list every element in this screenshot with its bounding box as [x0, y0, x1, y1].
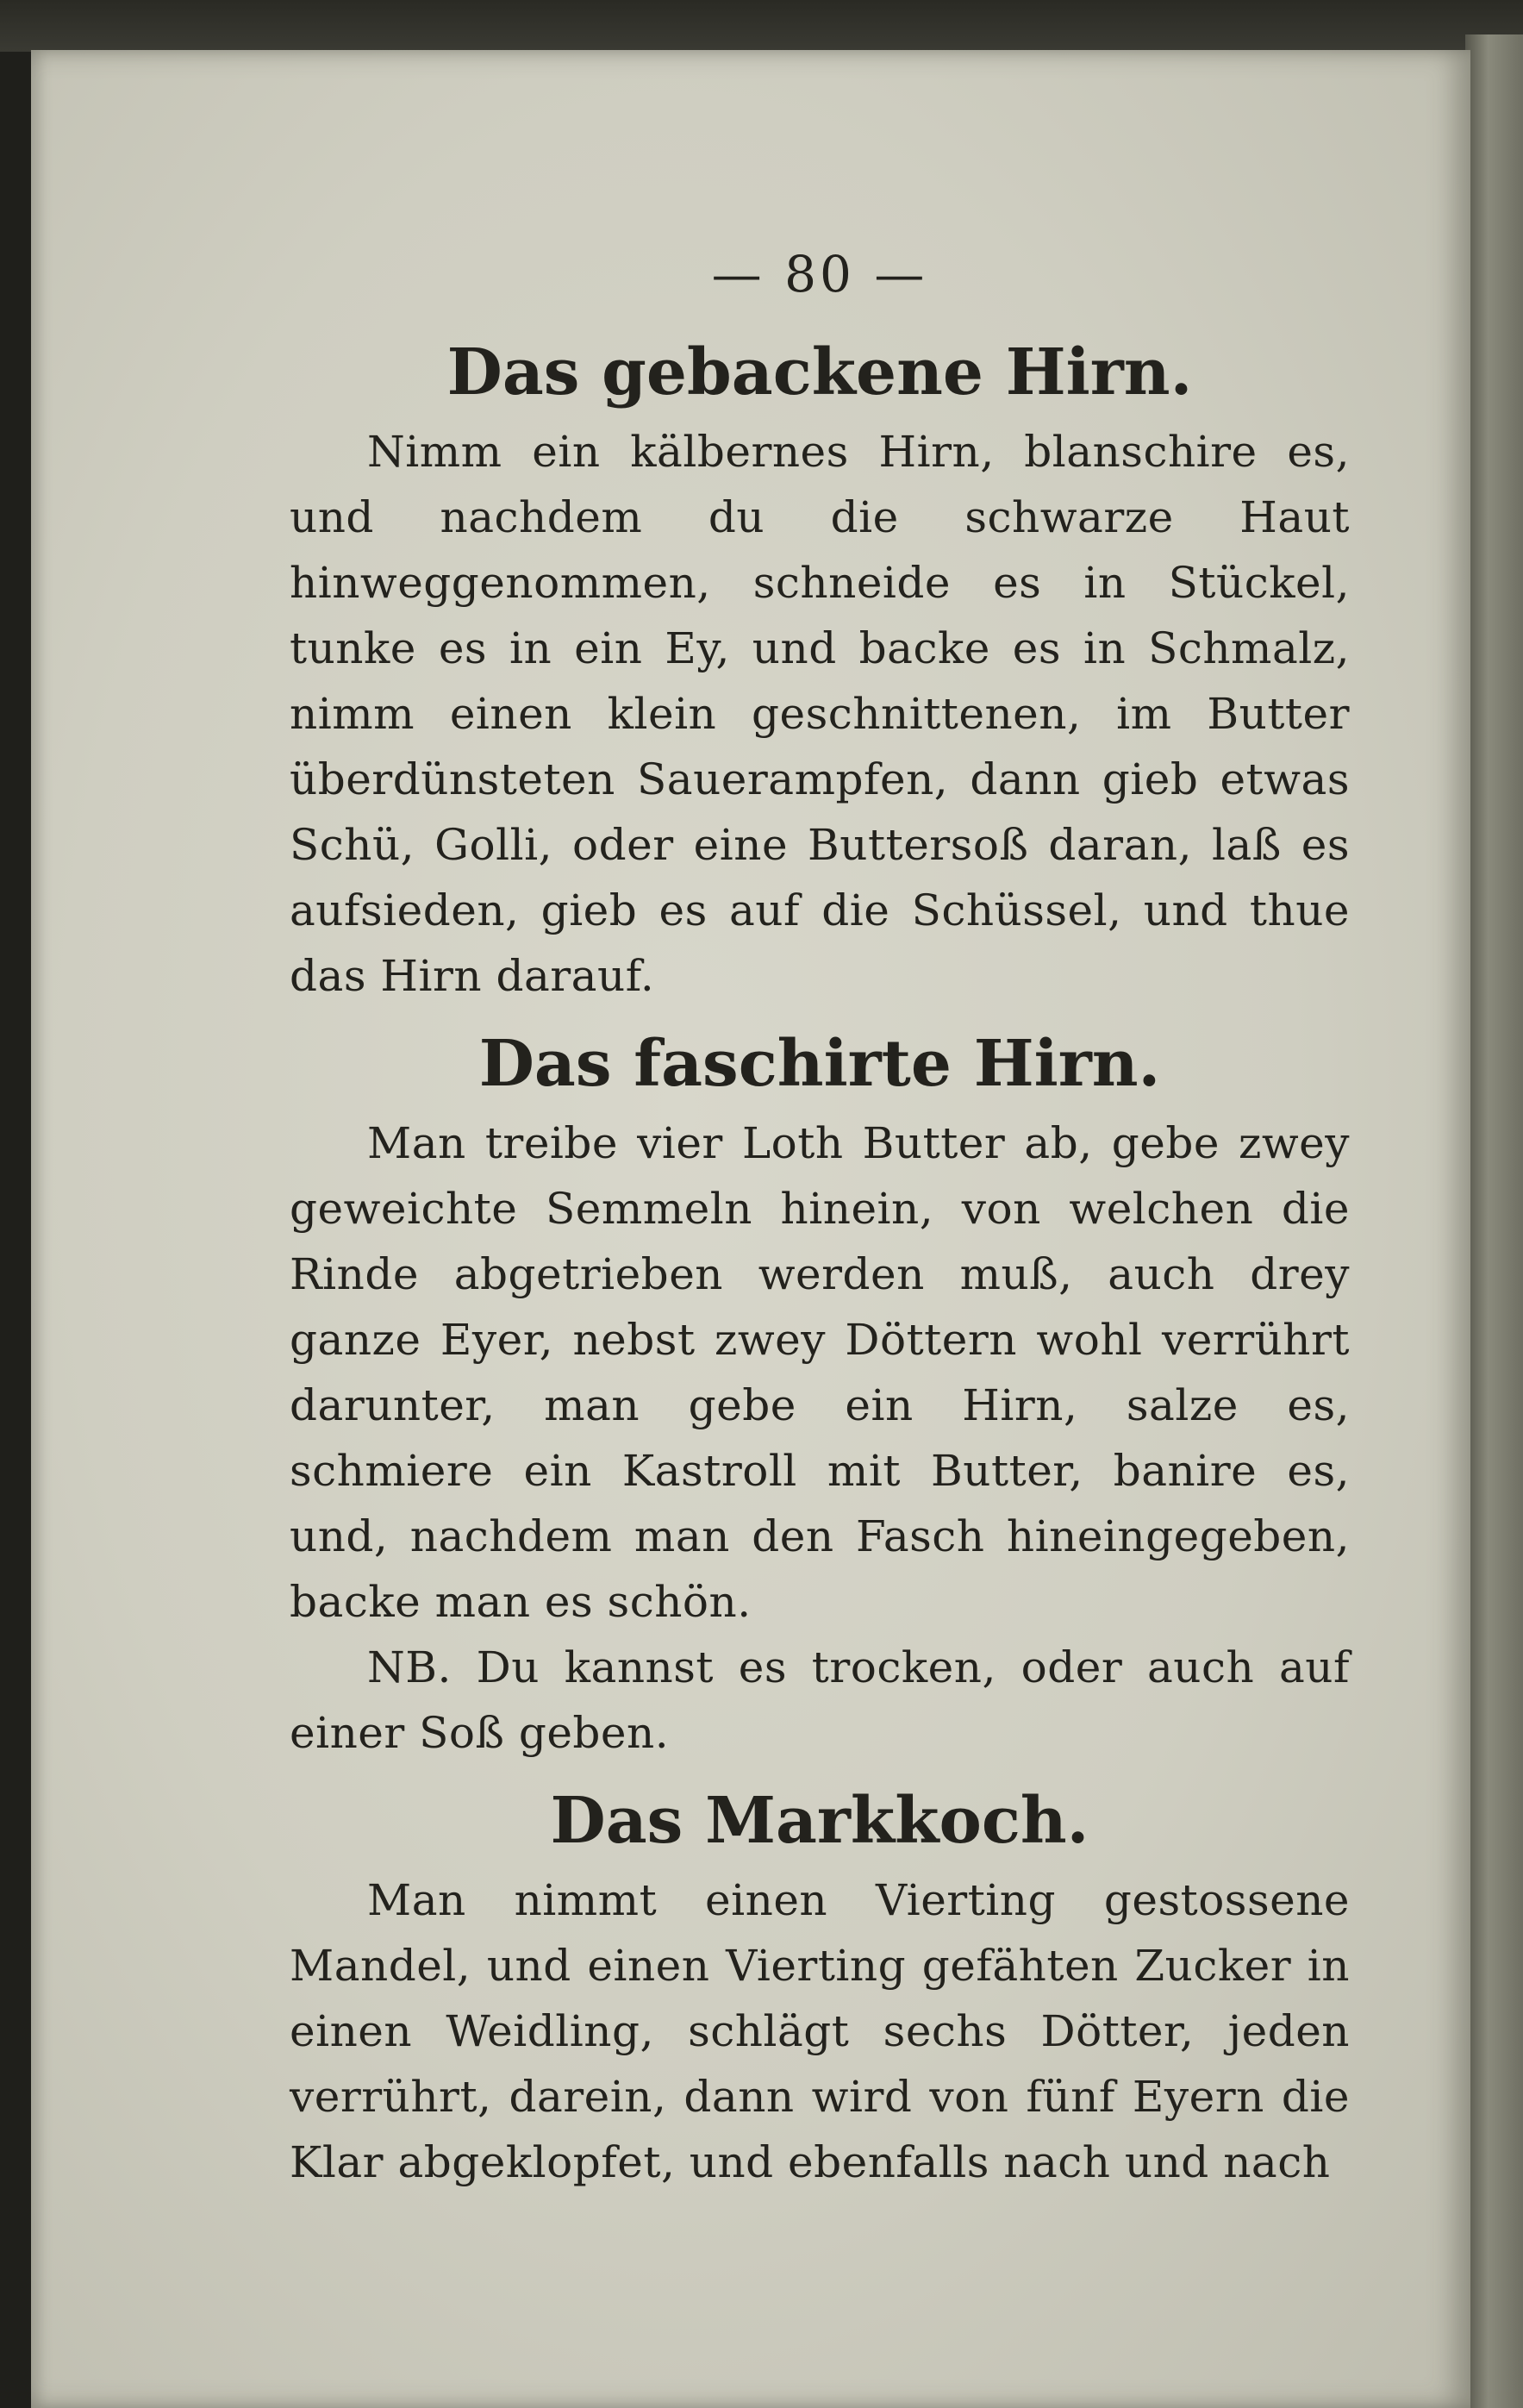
page-number: — 80 —	[711, 245, 928, 303]
book-page	[31, 50, 1470, 2408]
recipe-paragraph: Nimm ein kälbernes Hirn, blanschire es, und nachdem du die schwarze Haut hinweggenommen, schneide es in Stückel, tunke es in ein Ey, und backe es in Schmalz, nimm einen klein geschnittenen, im Butter überdünsteten Sauerampfen, dann gieb etwas Schü, Golli, oder eine Buttersoß daran, laß es aufsieden, gieb es auf die Schüssel, und thue das Hirn darauf.	[290, 427, 1350, 1001]
recipe-note: NB. Du kannst es trocken, oder auch auf einer Soß geben.	[290, 1642, 1350, 1758]
book-edge-top	[0, 0, 1523, 52]
section-title-markkoch: Das Markkoch.	[550, 1784, 1089, 1858]
recipe-paragraph: Man nimmt einen Vierting gestossene Mandel, und einen Vierting gefähten Zucker in einen Weidling, schlägt sechs Dötter, jeden verrührt, darein, dann wird von fünf Eyern die Klar abgeklopfet, und ebenfalls nach und nach	[290, 1875, 1350, 2187]
section-title-gebackene-hirn: Das gebackene Hirn.	[446, 335, 1193, 410]
book-cover-edge	[1465, 34, 1523, 2408]
page-text-block	[290, 240, 1350, 2195]
recipe-paragraph: Man treibe vier Loth Butter ab, gebe zwey geweichte Semmeln hinein, von welchen die Rinde abgetrieben werden muß, auch drey ganze Eyer, nebst zwey Döttern wohl verrührt darunter, man gebe ein Hirn, salze es, schmiere ein Kastroll mit Butter, banire es, und, nachdem man den Fasch hineingegeben, backe man es schön.	[290, 1118, 1350, 1627]
section-title-faschirte-hirn: Das faschirte Hirn.	[478, 1027, 1161, 1101]
